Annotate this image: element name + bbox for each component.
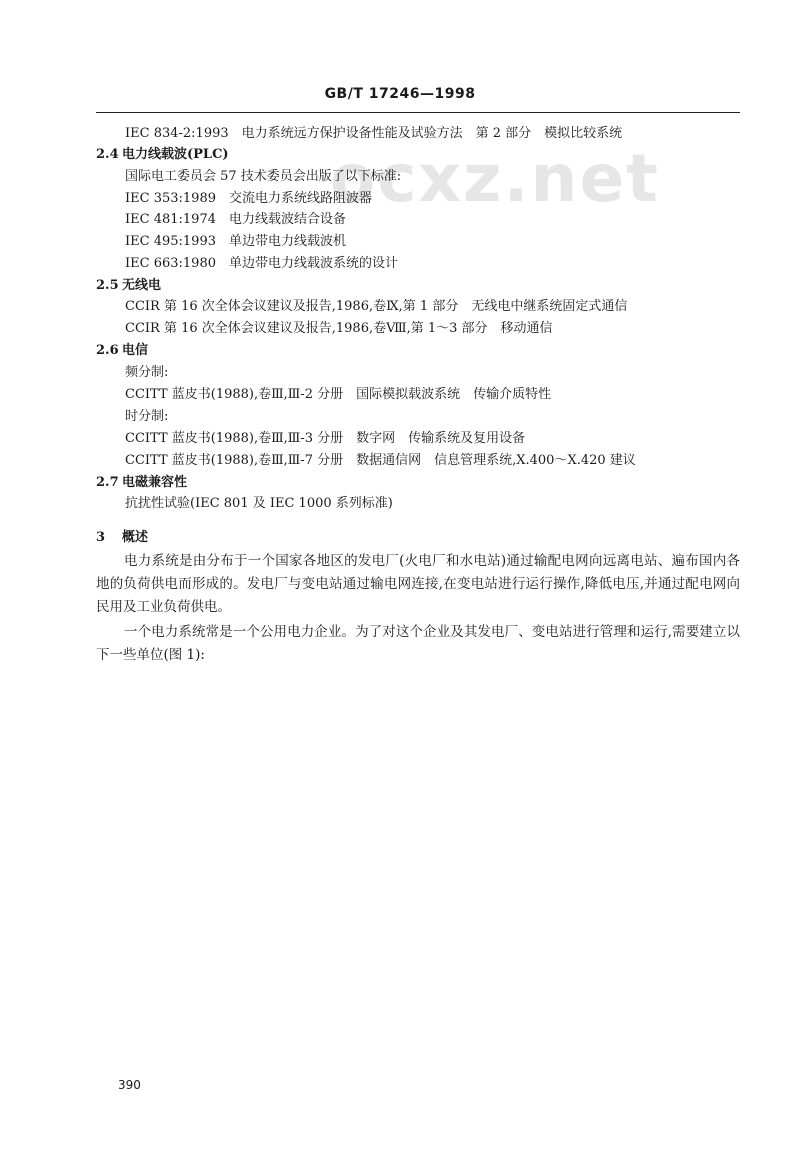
ref-iec-tc57-intro: 国际电工委员会 57 技术委员会出版了以下标准: [125, 169, 402, 184]
ref-iec-663: IEC 663:1980 单边带电力线载波系统的设计 [125, 256, 398, 271]
ref-ccir-vol-viii: CCIR 第 16 次全体会议建议及报告,1986,卷Ⅷ,第 1～3 部分 移动通信 [125, 321, 553, 336]
paragraph-overview-1: 电力系统是由分布于一个国家各地区的发电厂(火电厂和水电站)通过输配电网向远离电站、遍布国内各地的负荷供电而形成的。发电厂与变电站通过输电网连接,在变电站进行运行操作,降低电压,并通过配电网向民用及工业负荷供电。 [96, 553, 740, 615]
section-number: 2.6 [96, 343, 119, 358]
section-title: 电磁兼容性 [122, 475, 188, 490]
ref-ccitt-iii-2: CCITT 蓝皮书(1988),卷Ⅲ,Ⅲ-2 分册 国际模拟载波系统 传输介质特性 [125, 387, 552, 402]
ref-ccir-vol-ix: CCIR 第 16 次全体会议建议及报告,1986,卷Ⅸ,第 1 部分 无线电中继系统固定式通信 [125, 299, 628, 314]
paragraph-overview-2: 一个电力系统常是一个公用电力企业。为了对这个企业及其发电厂、变电站进行管理和运行,需要建立以下一些单位(图 1): [96, 624, 740, 663]
label-tdm: 时分制: [125, 409, 169, 424]
section-2-7-heading [96, 475, 187, 491]
page-number: 390 [118, 1078, 141, 1092]
section-3-heading [96, 530, 148, 546]
ref-ccitt-iii-7: CCITT 蓝皮书(1988),卷Ⅲ,Ⅲ-7 分册 数据通信网 信息管理系统,X.400～X.420 建议 [125, 453, 636, 468]
ref-ccitt-iii-3: CCITT 蓝皮书(1988),卷Ⅲ,Ⅲ-3 分册 数字网 传输系统及复用设备 [125, 431, 526, 446]
section-number: 2.5 [96, 278, 119, 293]
section-2-6-heading [96, 343, 148, 359]
section-2-4-heading [96, 147, 229, 163]
ref-iec-481: IEC 481:1974 电力线载波结合设备 [125, 212, 346, 227]
section-title: 电力线载波(PLC) [122, 147, 229, 162]
section-title: 电信 [122, 343, 149, 358]
header-rule [96, 112, 740, 113]
section-number: 2.7 [96, 475, 119, 490]
section-number: 2.4 [96, 147, 119, 162]
ref-iec-353: IEC 353:1989 交流电力系统线路阻波器 [125, 191, 372, 206]
watermark: ocxz.net [330, 140, 660, 217]
ref-iec-834-2: IEC 834-2:1993 电力系统远方保护设备性能及试验方法 第 2 部分 模拟比较系统 [125, 126, 623, 141]
section-title: 概述 [122, 530, 149, 545]
section-title: 无线电 [122, 278, 162, 293]
ref-iec-495: IEC 495:1993 单边带电力线载波机 [125, 234, 346, 249]
page-header-standard-code: GB/T 17246—1998 [324, 86, 476, 102]
label-fdm: 频分制: [125, 365, 169, 380]
section-2-5-heading [96, 278, 161, 294]
section-number: 3 [96, 530, 106, 545]
ref-immunity-tests: 抗扰性试验(IEC 801 及 IEC 1000 系列标准) [125, 496, 393, 511]
